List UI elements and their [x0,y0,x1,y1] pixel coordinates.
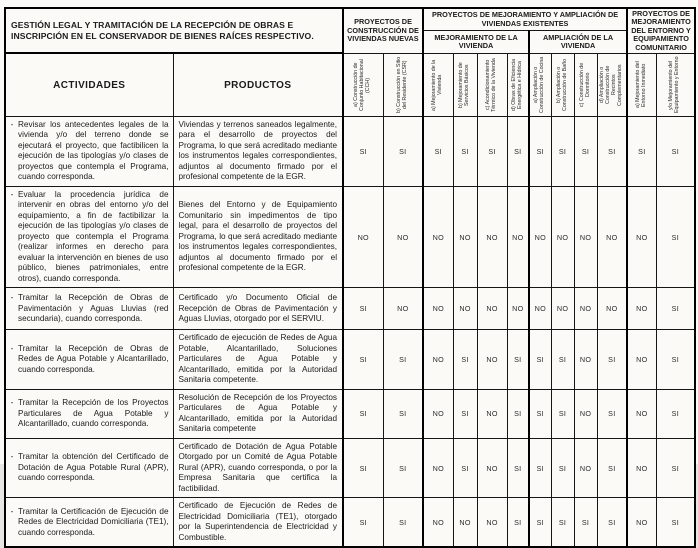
value-cell: NO [383,186,423,288]
value-cell: SI [529,498,551,548]
table-row [5,498,695,548]
column-header-acondicionamiento-termico: c) Acondicionamiento Térmico de la Vivienda [485,58,498,112]
table-row [5,389,695,438]
table-row [5,186,695,288]
product-cell [173,116,343,186]
value-cell: SI [383,389,423,438]
value-cell: SI [656,498,695,548]
value-cell: SI [453,438,477,498]
products-header: PRODUCTOS [173,53,343,116]
value-cell: NO [574,288,597,330]
value-cell: SI [343,116,383,186]
product-text: Certificado de ejecución de Redes de Agua Potable, Alcantarillado, Soluciones Particulares de Agua Potable y Alcantarillado, emitida por la Autoridad Sanitaria competente. [178,333,338,385]
value-cell: SI [551,116,574,186]
column-header-eficiencia-energetica: d) Obras de Eficiencia Energética e Hídrica [510,58,523,112]
value-cell: NO [343,186,383,288]
value-cell: NO [477,389,507,438]
activity-cell [5,288,173,330]
table-row [5,330,695,390]
column-header-dormitorio: c) Construcción de Dormitorio [578,62,591,108]
value-cell: NO [423,498,453,548]
value-cell: NO [574,186,597,288]
value-cell: NO [423,438,453,498]
column-header-row [5,53,695,116]
value-cell: NO [477,438,507,498]
activity-text: Tramitar la obtención del Certificado de Dotación de Agua Potable Rural (APR), cuando corresponda. [18,452,169,483]
product-cell [173,438,343,498]
activity-text: Tramitar la Recepción de Obras de Redes de Agua Potable y Alcantarillado, cuando corresponda. [18,343,169,374]
value-cell: NO [423,330,453,390]
value-cell: SI [529,330,551,390]
value-cell: NO [627,438,656,498]
value-cell: NO [529,186,551,288]
product-text: Certificado de Dotación de Agua Potable Otorgado por un Comité de Agua Potable Rural (APR), cuando corresponda, o por la Empresa Sanitaria que certifica la factibilidad. [178,441,338,493]
value-cell: NO [627,498,656,548]
value-cell: SI [529,389,551,438]
table-row [5,438,695,498]
legal-management-table [4,7,696,548]
product-cell [173,186,343,288]
column-header-equipamiento-entorno: y/o Mejoramiento del Equipamiento y Entorno [668,56,681,114]
bullet-dash: - [10,189,14,199]
bullet-dash: - [10,293,14,303]
column-header-csr: b) Construcción en Sitio del Residente (CSR) [395,56,408,114]
table-row [5,288,695,330]
activity-cell [5,116,173,186]
value-cell: SI [507,389,529,438]
value-cell: SI [656,438,695,498]
value-cell: NO [383,288,423,330]
column-header-cocina: a) Ampliación o Construcción de Cocina [533,56,546,114]
column-header-recintos-complementarios: d) Ampliación o Construcción de Recintos Complementarios [598,64,623,106]
value-cell: NO [477,498,507,548]
value-cell: NO [574,438,597,498]
bullet-dash: - [10,119,14,129]
value-cell: SI [477,116,507,186]
value-cell: SI [383,116,423,186]
value-cell: NO [477,330,507,390]
activity-cell [5,186,173,288]
value-cell: SI [597,116,627,186]
table-title: GESTIÓN LEGAL Y TRAMITACIÓN DE LA RECEPCIÓN DE OBRAS E INSCRIPCIÓN EN EL CONSERVADOR DE BIENES RAÍCES RESPECTIVO. [11,19,314,41]
value-cell: NO [529,288,551,330]
activity-text: Evaluar la procedencia jurídica de intervenir en obras del entorno y/o del equipamiento, a fin de factibilizar la ejecución de las tipologías y/o clases de proyecto que contempla el Programa (realizar informes en derecho para evaluar la intervención en bienes de uso público, bienes patrimoniales, entre otros), cuando corresponda. [18,189,169,283]
value-cell: SI [343,438,383,498]
value-cell: NO [423,186,453,288]
value-cell: SI [656,330,695,390]
bullet-dash: - [10,398,14,408]
product-cell [173,330,343,390]
value-cell: SI [656,389,695,438]
group-mejoramiento-ampliacion: PROYECTOS DE MEJORAMIENTO Y AMPLIACIÓN DE VIVIENDAS EXISTENTES [423,8,627,31]
subgroup-mejoramiento-vivienda: MEJORAMIENTO DE LA VIVIENDA [423,31,529,54]
bullet-dash: - [10,506,14,516]
value-cell: NO [627,288,656,330]
product-cell [173,498,343,548]
value-cell: SI [507,438,529,498]
product-text: Bienes del Entorno y de Equipamiento Comunitario sin impedimentos de tipo legal, para el desarrollo de proyectos del Programa, lo que será acreditado mediante los instrumentos legales correspondientes, adjuntos al documento firmado por el profesional competente de la EGR. [178,200,338,273]
value-cell: SI [507,498,529,548]
value-cell: SI [551,438,574,498]
value-cell: NO [453,288,477,330]
value-cell: SI [383,438,423,498]
value-cell: NO [423,389,453,438]
product-cell [173,288,343,330]
table-title-cell [5,8,343,53]
value-cell: SI [343,389,383,438]
table-row [5,116,695,186]
value-cell: SI [453,330,477,390]
value-cell: SI [597,389,627,438]
column-header-servicios-basicos: b) Mejoramiento de Servicios Básicos [458,62,471,108]
column-header-mejoramiento-vivienda: a) Mejoramiento de la Vivienda [431,59,444,111]
group-construccion: PROYECTOS DE CONSTRUCCIÓN DE VIVIENDAS NUEVAS [343,8,423,53]
value-cell: NO [423,288,453,330]
group-entorno: PROYECTOS DE MEJORAMIENTO DEL ENTORNO Y EQUIPAMIENTO COMUNITARIO [627,8,695,53]
value-cell: NO [477,288,507,330]
value-cell: SI [551,389,574,438]
value-cell: SI [656,186,695,288]
activity-cell [5,389,173,438]
value-cell: SI [343,330,383,390]
activity-cell [5,438,173,498]
value-cell: SI [383,498,423,548]
activity-text: Tramitar la Recepción de Obras de Pavimentación y Aguas Lluvias (red secundaria), cuando corresponda. [18,293,169,324]
bullet-dash: - [10,343,14,353]
activity-text: Revisar los antecedentes legales de la vivienda y/o del terreno donde se ejecutará el proyecto, que factibilicen la ejecución de las tipologías y/o clases de proyectos que contempla el Programa, cuando corresponda. [18,119,169,182]
product-text: Certificado de Ejecución de Redes de Electricidad Domiciliaria (TE1), otorgado por la Superintendencia de Electricidad y Combustible. [178,501,338,542]
value-cell: NO [574,389,597,438]
value-cell: SI [551,330,574,390]
activity-text: Tramitar la Recepción de los Proyectos Particulares de Agua Potable y Alcantarillado, cuando corresponda. [18,398,169,429]
value-cell: NO [507,186,529,288]
value-cell: SI [453,389,477,438]
value-cell: SI [423,116,453,186]
value-cell: NO [627,389,656,438]
activity-text: Tramitar la Certificación de Ejecución de Redes de Electricidad Domiciliaria (TE1), cuando corresponda. [18,506,169,537]
value-cell: NO [477,186,507,288]
value-cell: SI [574,498,597,548]
value-cell: SI [627,116,656,186]
table-body [5,116,695,547]
value-cell: NO [597,186,627,288]
product-text: Certificado y/o Documento Oficial de Recepción de Obras de Pavimentación y Aguas Lluvias, otorgado por el SERVIU. [178,293,338,324]
value-cell: NO [551,186,574,288]
value-cell: NO [453,186,477,288]
column-header-cch: a) Construcción de Conjunto Habitacional (CCH) [353,59,372,111]
product-cell [173,389,343,438]
bullet-dash: - [10,452,14,462]
header-group-row-1 [5,8,695,31]
value-cell: SI [343,288,383,330]
value-cell: NO [597,288,627,330]
value-cell: SI [656,116,695,186]
value-cell: SI [551,498,574,548]
subgroup-ampliacion-vivienda: AMPLIACIÓN DE LA VIVIENDA [529,31,627,54]
column-header-entorno-inmediato: a) Mejoramiento del Entorno Inmediato [634,61,647,109]
value-cell: NO [551,288,574,330]
value-cell: SI [529,116,551,186]
value-cell: NO [507,288,529,330]
activity-cell [5,498,173,548]
value-cell: SI [507,330,529,390]
product-text: Resolución de Recepción de los Proyectos Particulares de Agua Potable y Alcantarillado, emitida por la Autoridad Sanitaria competente [178,392,338,434]
value-cell: SI [529,438,551,498]
value-cell: NO [627,186,656,288]
value-cell: SI [507,116,529,186]
value-cell: SI [597,438,627,498]
value-cell: SI [597,330,627,390]
value-cell: SI [574,116,597,186]
value-cell: NO [627,330,656,390]
value-cell: SI [656,288,695,330]
value-cell: SI [383,330,423,390]
value-cell: SI [597,498,627,548]
value-cell: SI [453,116,477,186]
activity-cell [5,330,173,390]
column-header-bano: b) Ampliación o Construcción de Baño [555,58,568,112]
product-text: Viviendas y terrenos saneados legalmente, para el desarrollo de proyectos del Programa, lo que será acreditado mediante los instrumentos legales correspondientes, adjuntos al documento firmado por el profesional competente de la EGR. [178,119,338,182]
value-cell: SI [343,498,383,548]
value-cell: NO [453,498,477,548]
activities-header: ACTIVIDADES [5,53,173,116]
value-cell: NO [574,330,597,390]
